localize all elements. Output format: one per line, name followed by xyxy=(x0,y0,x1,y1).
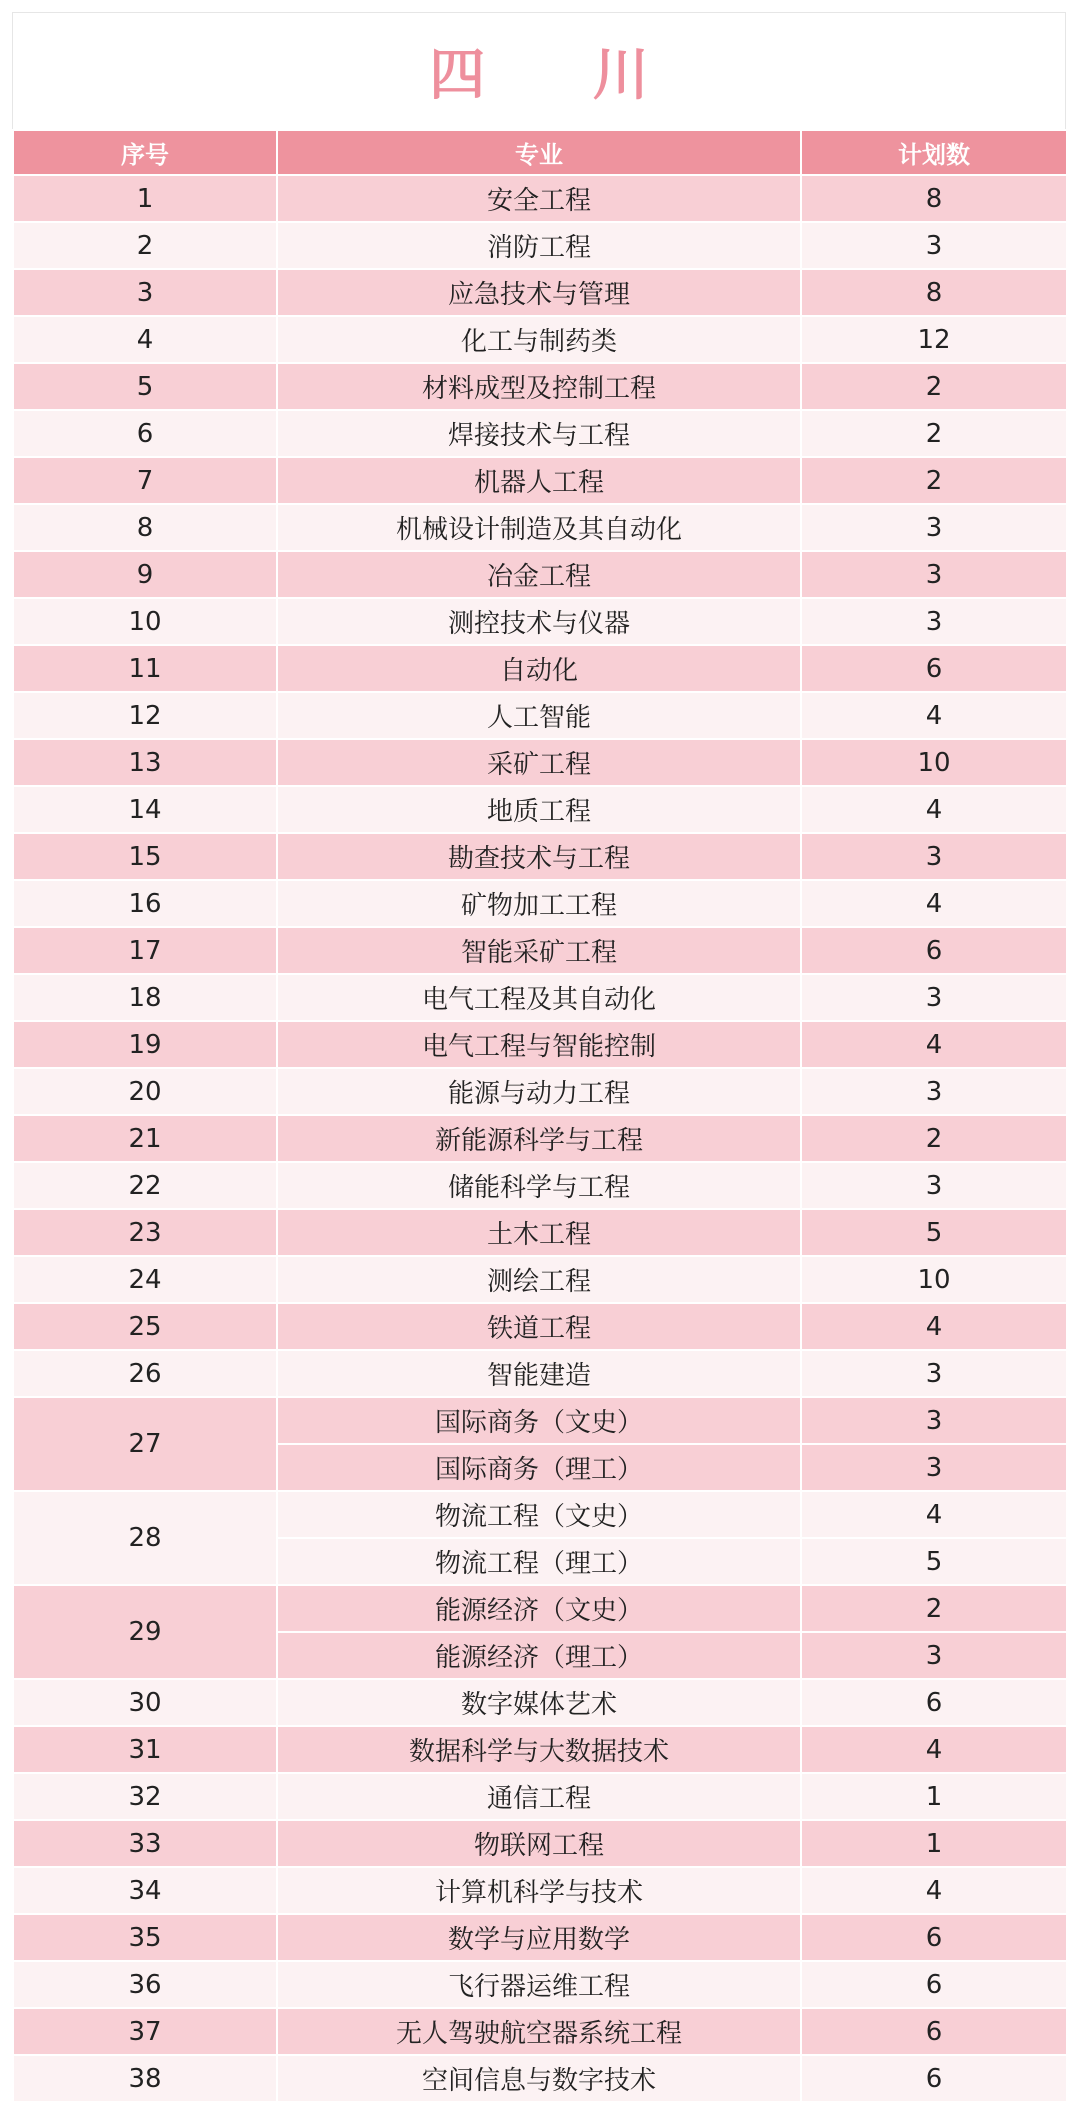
cell-count: 3 xyxy=(801,974,1067,1021)
cell-count: 4 xyxy=(801,1726,1067,1773)
cell-no: 16 xyxy=(13,880,277,927)
cell-no: 27 xyxy=(13,1397,277,1491)
cell-count: 6 xyxy=(801,2008,1067,2055)
cell-major: 通信工程 xyxy=(277,1773,801,1820)
cell-count: 6 xyxy=(801,645,1067,692)
cell-count: 10 xyxy=(801,739,1067,786)
cell-count: 3 xyxy=(801,504,1067,551)
cell-no: 38 xyxy=(13,2055,277,2102)
cell-major: 安全工程 xyxy=(277,175,801,222)
cell-major: 电气工程及其自动化 xyxy=(277,974,801,1021)
cell-major: 空间信息与数字技术 xyxy=(277,2055,801,2102)
cell-count: 10 xyxy=(801,1256,1067,1303)
cell-no: 7 xyxy=(13,457,277,504)
cell-no: 22 xyxy=(13,1162,277,1209)
cell-major: 土木工程 xyxy=(277,1209,801,1256)
cell-count: 4 xyxy=(801,880,1067,927)
table-row xyxy=(13,363,1067,410)
cell-no: 34 xyxy=(13,1867,277,1914)
cell-major: 无人驾驶航空器系统工程 xyxy=(277,2008,801,2055)
cell-count: 6 xyxy=(801,1914,1067,1961)
cell-no: 3 xyxy=(13,269,277,316)
table-row xyxy=(13,692,1067,739)
cell-count: 4 xyxy=(801,786,1067,833)
table-row xyxy=(13,269,1067,316)
plan-sheet xyxy=(12,12,1066,2103)
cell-no: 25 xyxy=(13,1303,277,1350)
cell-no: 37 xyxy=(13,2008,277,2055)
cell-no: 28 xyxy=(13,1491,277,1585)
cell-count: 3 xyxy=(801,1350,1067,1397)
cell-no: 31 xyxy=(13,1726,277,1773)
cell-major: 飞行器运维工程 xyxy=(277,1961,801,2008)
table-row xyxy=(13,1115,1067,1162)
table-row xyxy=(13,2055,1067,2102)
cell-no: 24 xyxy=(13,1256,277,1303)
cell-no: 11 xyxy=(13,645,277,692)
header-no: 序号 xyxy=(13,130,277,175)
cell-no: 29 xyxy=(13,1585,277,1679)
cell-no: 17 xyxy=(13,927,277,974)
cell-count: 3 xyxy=(801,222,1067,269)
table-row xyxy=(13,1303,1067,1350)
cell-no: 20 xyxy=(13,1068,277,1115)
table-row xyxy=(13,1820,1067,1867)
cell-major: 冶金工程 xyxy=(277,551,801,598)
cell-major: 数据科学与大数据技术 xyxy=(277,1726,801,1773)
table-row xyxy=(13,1256,1067,1303)
cell-no: 30 xyxy=(13,1679,277,1726)
header-count: 计划数 xyxy=(801,130,1067,175)
cell-count: 3 xyxy=(801,1162,1067,1209)
table-row xyxy=(13,1679,1067,1726)
cell-count: 3 xyxy=(801,833,1067,880)
cell-no: 13 xyxy=(13,739,277,786)
table-row xyxy=(13,457,1067,504)
cell-no: 5 xyxy=(13,363,277,410)
cell-count: 2 xyxy=(801,1115,1067,1162)
cell-count: 3 xyxy=(801,1632,1067,1679)
table-row xyxy=(13,2008,1067,2055)
cell-major: 应急技术与管理 xyxy=(277,269,801,316)
cell-no: 26 xyxy=(13,1350,277,1397)
cell-count: 3 xyxy=(801,1444,1067,1491)
cell-major: 焊接技术与工程 xyxy=(277,410,801,457)
table-row xyxy=(13,927,1067,974)
table-row xyxy=(13,1961,1067,2008)
cell-major: 物流工程（文史） xyxy=(277,1491,801,1538)
cell-no: 18 xyxy=(13,974,277,1021)
title-box xyxy=(12,12,1066,129)
table-row xyxy=(13,1162,1067,1209)
table-row xyxy=(13,175,1067,222)
cell-major: 能源经济（文史） xyxy=(277,1585,801,1632)
cell-major: 采矿工程 xyxy=(277,739,801,786)
cell-count: 4 xyxy=(801,1021,1067,1068)
table-row xyxy=(13,1914,1067,1961)
cell-count: 4 xyxy=(801,1867,1067,1914)
table-row xyxy=(13,1491,1067,1538)
cell-count: 1 xyxy=(801,1820,1067,1867)
cell-count: 4 xyxy=(801,1303,1067,1350)
cell-major: 消防工程 xyxy=(277,222,801,269)
table-row xyxy=(13,410,1067,457)
cell-count: 1 xyxy=(801,1773,1067,1820)
cell-count: 6 xyxy=(801,1679,1067,1726)
table-row xyxy=(13,551,1067,598)
cell-no: 19 xyxy=(13,1021,277,1068)
table-row xyxy=(13,1585,1067,1632)
cell-no: 36 xyxy=(13,1961,277,2008)
cell-count: 3 xyxy=(801,1068,1067,1115)
table-row xyxy=(13,786,1067,833)
cell-no: 10 xyxy=(13,598,277,645)
table-row xyxy=(13,598,1067,645)
cell-count: 3 xyxy=(801,598,1067,645)
cell-count: 6 xyxy=(801,927,1067,974)
cell-major: 国际商务（理工） xyxy=(277,1444,801,1491)
cell-count: 12 xyxy=(801,316,1067,363)
cell-major: 地质工程 xyxy=(277,786,801,833)
cell-no: 1 xyxy=(13,175,277,222)
table-row xyxy=(13,833,1067,880)
table-row xyxy=(13,504,1067,551)
cell-no: 14 xyxy=(13,786,277,833)
table-row xyxy=(13,880,1067,927)
cell-major: 勘查技术与工程 xyxy=(277,833,801,880)
cell-count: 6 xyxy=(801,1961,1067,2008)
cell-major: 自动化 xyxy=(277,645,801,692)
table-row xyxy=(13,1726,1067,1773)
cell-major: 测绘工程 xyxy=(277,1256,801,1303)
cell-major: 智能采矿工程 xyxy=(277,927,801,974)
cell-count: 2 xyxy=(801,363,1067,410)
cell-major: 化工与制药类 xyxy=(277,316,801,363)
cell-major: 机械设计制造及其自动化 xyxy=(277,504,801,551)
cell-no: 9 xyxy=(13,551,277,598)
table-row xyxy=(13,1867,1067,1914)
cell-no: 4 xyxy=(13,316,277,363)
cell-no: 35 xyxy=(13,1914,277,1961)
cell-major: 新能源科学与工程 xyxy=(277,1115,801,1162)
cell-major: 材料成型及控制工程 xyxy=(277,363,801,410)
page-title: 四 川 xyxy=(429,43,693,108)
cell-major: 物联网工程 xyxy=(277,1820,801,1867)
cell-no: 12 xyxy=(13,692,277,739)
cell-no: 15 xyxy=(13,833,277,880)
cell-count: 2 xyxy=(801,1585,1067,1632)
cell-major: 计算机科学与技术 xyxy=(277,1867,801,1914)
cell-major: 储能科学与工程 xyxy=(277,1162,801,1209)
cell-count: 5 xyxy=(801,1209,1067,1256)
cell-count: 3 xyxy=(801,551,1067,598)
cell-count: 5 xyxy=(801,1538,1067,1585)
cell-major: 矿物加工工程 xyxy=(277,880,801,927)
cell-count: 4 xyxy=(801,1491,1067,1538)
cell-no: 8 xyxy=(13,504,277,551)
cell-no: 23 xyxy=(13,1209,277,1256)
table-row xyxy=(13,222,1067,269)
table-row xyxy=(13,974,1067,1021)
cell-major: 机器人工程 xyxy=(277,457,801,504)
table-row xyxy=(13,316,1067,363)
table-row xyxy=(13,1397,1067,1444)
cell-count: 2 xyxy=(801,410,1067,457)
cell-count: 2 xyxy=(801,457,1067,504)
table-row xyxy=(13,1350,1067,1397)
cell-no: 32 xyxy=(13,1773,277,1820)
cell-count: 4 xyxy=(801,692,1067,739)
cell-major: 电气工程与智能控制 xyxy=(277,1021,801,1068)
table-row xyxy=(13,1068,1067,1115)
header-major: 专业 xyxy=(277,130,801,175)
cell-major: 测控技术与仪器 xyxy=(277,598,801,645)
table-row xyxy=(13,1773,1067,1820)
cell-major: 铁道工程 xyxy=(277,1303,801,1350)
cell-no: 33 xyxy=(13,1820,277,1867)
cell-no: 2 xyxy=(13,222,277,269)
cell-major: 能源与动力工程 xyxy=(277,1068,801,1115)
cell-major: 智能建造 xyxy=(277,1350,801,1397)
table-row xyxy=(13,645,1067,692)
cell-no: 6 xyxy=(13,410,277,457)
cell-major: 国际商务（文史） xyxy=(277,1397,801,1444)
cell-count: 8 xyxy=(801,269,1067,316)
table-row xyxy=(13,1021,1067,1068)
cell-major: 能源经济（理工） xyxy=(277,1632,801,1679)
table-row xyxy=(13,1209,1067,1256)
cell-count: 6 xyxy=(801,2055,1067,2102)
table-row xyxy=(13,739,1067,786)
cell-major: 数字媒体艺术 xyxy=(277,1679,801,1726)
plan-table xyxy=(12,129,1068,2103)
cell-count: 3 xyxy=(801,1397,1067,1444)
cell-major: 物流工程（理工） xyxy=(277,1538,801,1585)
cell-count: 8 xyxy=(801,175,1067,222)
cell-no: 21 xyxy=(13,1115,277,1162)
cell-major: 数学与应用数学 xyxy=(277,1914,801,1961)
header-row xyxy=(13,130,1067,175)
table-body xyxy=(13,175,1067,2102)
cell-major: 人工智能 xyxy=(277,692,801,739)
